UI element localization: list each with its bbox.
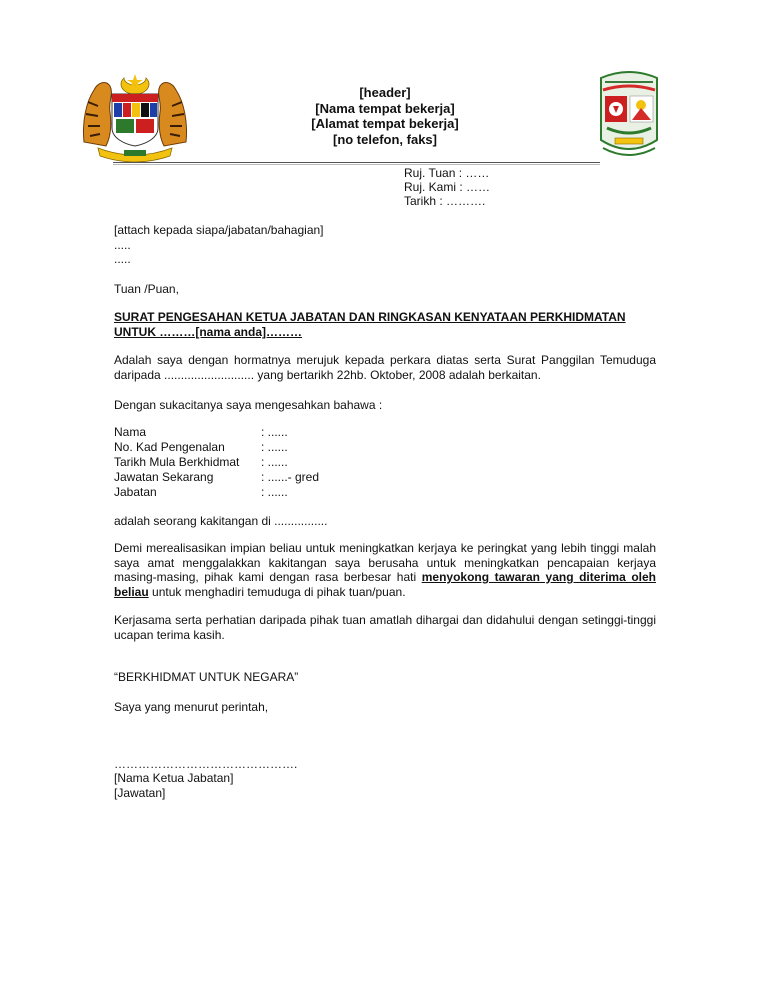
detail-label: Tarikh Mula Berkhidmat (114, 455, 240, 469)
letter-subject (114, 310, 654, 340)
paragraph-thanks: Kerjasama serta perhatian daripada pihak tuan amatlah dihargai dan didahului dengan setinggi-tinggi ucapan terima kasih. (114, 613, 656, 642)
recipient-block (114, 223, 324, 267)
paragraph-employee: adalah seorang kakitangan di ................ (114, 514, 328, 528)
paragraph-reference: Adalah saya dengan hormatnya merujuk kepada perkara diatas serta Surat Panggilan Temuduga daripada ........................... yang bertarikh 22hb. Oktober, 2008 adalah berkaitan. (114, 353, 656, 382)
paragraph-support (114, 541, 656, 599)
details-list (114, 425, 319, 500)
detail-label: Nama (114, 425, 147, 439)
malaysia-coat-of-arms-icon (80, 72, 190, 162)
detail-row (114, 425, 319, 440)
detail-row (114, 440, 319, 455)
detail-row (114, 485, 319, 500)
reference-block (404, 166, 490, 208)
header-line-1: [header] (359, 85, 411, 100)
support-text-after: untuk menghadiri temuduga di pihak tuan/puan. (148, 584, 406, 599)
closing: Saya yang menurut perintah, (114, 700, 269, 714)
letterhead (270, 85, 500, 147)
detail-value: : ...... (261, 455, 288, 469)
header-divider (113, 162, 600, 163)
support-text-before: Demi merealisasikan impian beliau untuk meningkatkan kerjaya ke peringkat yang lebih tinggi malah saya amat menggalakkan kakitangan saya berusaha untuk meningkatkan pencapaian kerjaya masing-masing, pihak kami dengan rasa berbesar hati (114, 541, 656, 584)
salutation: Tuan /Puan, (114, 282, 179, 296)
detail-value: : ...... (261, 440, 288, 454)
subject-line-1: SURAT PENGESAHAN KETUA JABATAN DAN RINGKASAN KENYATAAN PERKHIDMATAN (114, 310, 626, 324)
support-emphasis: menyokong tawaran yang diterima oleh beliau (114, 570, 656, 599)
ref-ruj-kami: Ruj. Kami : …… (404, 180, 491, 194)
detail-row (114, 455, 319, 470)
detail-value: : ...... (261, 485, 288, 499)
recipient-line-3: ..... (114, 252, 131, 266)
motto: “BERKHIDMAT UNTUK NEGARA” (114, 670, 299, 684)
header-divider-secondary (113, 164, 600, 165)
recipient-line-2: ..... (114, 237, 131, 252)
signatory-title: [Jawatan] (114, 786, 166, 800)
detail-value: : ......- gred (261, 470, 320, 484)
header-line-2: [Nama tempat bekerja] (315, 100, 455, 116)
recipient-line-1: [attach kepada siapa/jabatan/bahagian] (114, 223, 324, 237)
signatory-name: [Nama Ketua Jabatan] (114, 771, 234, 785)
paragraph-confirmation: Dengan sukacitanya saya mengesahkan bahawa : (114, 398, 383, 412)
detail-row (114, 470, 319, 485)
detail-label: Jabatan (114, 485, 157, 499)
ref-tarikh: Tarikh : ………. (404, 194, 486, 208)
detail-value: : ...... (261, 425, 288, 439)
detail-label: Jawatan Sekarang (114, 470, 214, 484)
header-line-3: [Alamat tempat bekerja] (311, 116, 459, 131)
subject-line-2: UNTUK ………[nama anda]……… (114, 325, 303, 339)
header-line-4: [no telefon, faks] (332, 131, 437, 147)
signature-line: ………………………………………. (114, 757, 298, 771)
ref-ruj-tuan: Ruj. Tuan : …… (404, 166, 490, 180)
state-crest-icon (597, 68, 661, 164)
detail-label: No. Kad Pengenalan (114, 440, 225, 454)
